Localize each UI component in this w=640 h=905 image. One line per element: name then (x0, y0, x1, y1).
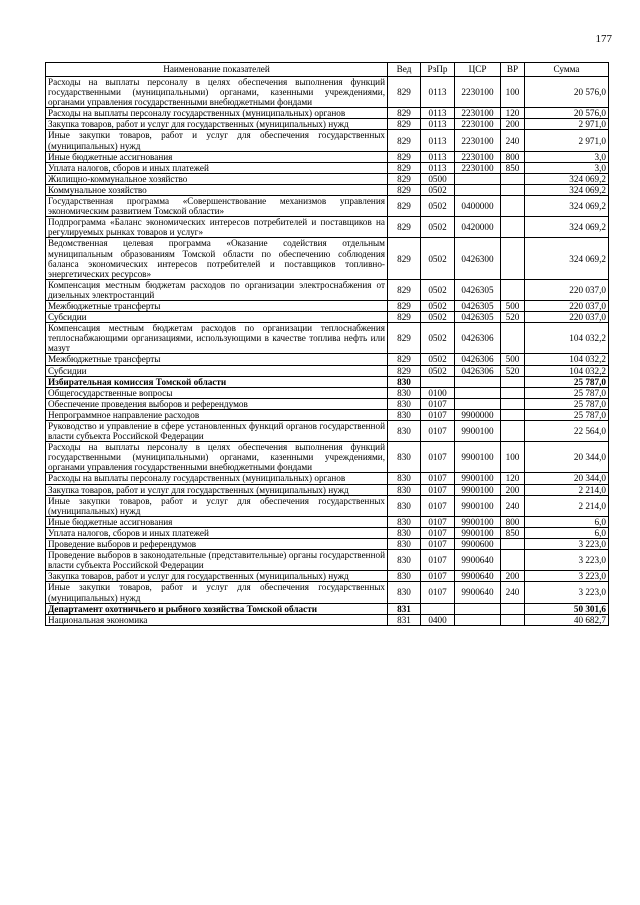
cell-rzpr: 0107 (421, 550, 455, 571)
header-rzpr: РзПр (421, 63, 455, 77)
cell-sum: 104 032,2 (525, 323, 609, 354)
cell-ved: 829 (388, 279, 421, 300)
cell-sum: 25 787,0 (525, 398, 609, 409)
cell-ved: 831 (388, 603, 421, 614)
table-row (46, 495, 609, 516)
table-row (46, 484, 609, 495)
cell-ved: 829 (388, 119, 421, 130)
cell-name: Иные закупки товаров, работ и услуг для обеспечения государственных (муниципальных) нужд (46, 495, 388, 516)
cell-name: Проведение выборов в законодательные (представительные) органы государственной власти субъекта Российской Федерации (46, 550, 388, 571)
cell-name: Проведение выборов и референдумов (46, 539, 388, 550)
cell-sum: 2 214,0 (525, 495, 609, 516)
cell-rzpr: 0502 (421, 184, 455, 195)
cell-vr: 800 (501, 516, 525, 527)
cell-name: Непрограммное направление расходов (46, 409, 388, 420)
cell-rzpr: 0502 (421, 365, 455, 376)
cell-sum: 220 037,0 (525, 300, 609, 311)
cell-rzpr: 0113 (421, 162, 455, 173)
cell-csr: 2230100 (455, 151, 501, 162)
cell-sum: 2 971,0 (525, 119, 609, 130)
cell-ved: 829 (388, 162, 421, 173)
cell-csr: 0426306 (455, 323, 501, 354)
table-row (46, 196, 609, 217)
table-row (46, 365, 609, 376)
cell-csr: 0426300 (455, 238, 501, 279)
cell-vr (501, 323, 525, 354)
cell-vr: 100 (501, 442, 525, 473)
cell-vr: 200 (501, 571, 525, 582)
cell-ved: 830 (388, 495, 421, 516)
cell-sum: 324 069,2 (525, 184, 609, 195)
cell-rzpr: 0107 (421, 539, 455, 550)
table-row (46, 550, 609, 571)
cell-vr (501, 279, 525, 300)
cell-csr (455, 173, 501, 184)
cell-vr: 520 (501, 365, 525, 376)
cell-name: Расходы на выплаты персоналу в целях обеспечения выполнения функций государственными (муниципальными) органами, казенными учреждениями, органами управления государственными внебюджетными фондами (46, 77, 388, 108)
cell-name: Закупка товаров, работ и услуг для государственных (муниципальных) нужд (46, 571, 388, 582)
cell-rzpr: 0502 (421, 196, 455, 217)
cell-vr (501, 539, 525, 550)
cell-name: Закупка товаров, работ и услуг для государственных (муниципальных) нужд (46, 119, 388, 130)
cell-sum: 20 576,0 (525, 108, 609, 119)
table-row (46, 582, 609, 603)
cell-name: Субсидии (46, 365, 388, 376)
cell-sum: 324 069,2 (525, 196, 609, 217)
cell-csr (455, 603, 501, 614)
table-row (46, 376, 609, 387)
cell-csr: 2230100 (455, 130, 501, 151)
cell-sum: 220 037,0 (525, 279, 609, 300)
cell-ved: 829 (388, 312, 421, 323)
table-row (46, 184, 609, 195)
cell-ved: 830 (388, 539, 421, 550)
cell-name: Расходы на выплаты персоналу государственных (муниципальных) органов (46, 108, 388, 119)
cell-ved: 829 (388, 151, 421, 162)
cell-sum: 25 787,0 (525, 387, 609, 398)
cell-name: Государственная программа «Совершенствование механизмов управления экономическим развитием Томской области» (46, 196, 388, 217)
cell-rzpr: 0113 (421, 151, 455, 162)
cell-name: Иные бюджетные ассигнования (46, 151, 388, 162)
cell-rzpr: 0107 (421, 409, 455, 420)
cell-name: Коммунальное хозяйство (46, 184, 388, 195)
cell-name: Подпрограмма «Баланс экономических интересов потребителей и поставщиков на регулируемых рынках товаров и услуг» (46, 217, 388, 238)
cell-rzpr: 0400 (421, 614, 455, 625)
cell-vr (501, 376, 525, 387)
cell-csr (455, 184, 501, 195)
cell-csr: 0426305 (455, 312, 501, 323)
cell-name: Департамент охотничьего и рыбного хозяйства Томской области (46, 603, 388, 614)
table-header-row (46, 63, 609, 77)
cell-ved: 830 (388, 484, 421, 495)
cell-csr: 9900100 (455, 484, 501, 495)
cell-ved: 830 (388, 582, 421, 603)
cell-csr: 9900100 (455, 442, 501, 473)
table-row (46, 516, 609, 527)
cell-csr (455, 376, 501, 387)
cell-rzpr (421, 603, 455, 614)
cell-vr: 500 (501, 354, 525, 365)
cell-sum: 22 564,0 (525, 421, 609, 442)
cell-name: Обеспечение проведения выборов и референдумов (46, 398, 388, 409)
cell-name: Компенсация местным бюджетам расходов по организации электроснабжения от дизельных электростанций (46, 279, 388, 300)
cell-ved: 829 (388, 130, 421, 151)
cell-csr: 9900100 (455, 527, 501, 538)
cell-name: Межбюджетные трансферты (46, 300, 388, 311)
table-row (46, 539, 609, 550)
table-row (46, 130, 609, 151)
cell-rzpr: 0113 (421, 119, 455, 130)
cell-sum: 25 787,0 (525, 376, 609, 387)
cell-vr: 240 (501, 495, 525, 516)
cell-sum: 3 223,0 (525, 550, 609, 571)
cell-ved: 830 (388, 421, 421, 442)
cell-vr (501, 196, 525, 217)
cell-csr: 9900100 (455, 473, 501, 484)
cell-rzpr: 0113 (421, 130, 455, 151)
cell-sum: 20 344,0 (525, 473, 609, 484)
cell-rzpr: 0502 (421, 238, 455, 279)
cell-vr (501, 550, 525, 571)
cell-rzpr: 0107 (421, 527, 455, 538)
cell-vr: 240 (501, 582, 525, 603)
cell-vr: 850 (501, 527, 525, 538)
cell-sum: 20 344,0 (525, 442, 609, 473)
cell-sum: 3 223,0 (525, 571, 609, 582)
cell-rzpr: 0500 (421, 173, 455, 184)
cell-name: Иные бюджетные ассигнования (46, 516, 388, 527)
cell-vr (501, 217, 525, 238)
cell-vr (501, 614, 525, 625)
table-row (46, 323, 609, 354)
cell-csr: 9900000 (455, 409, 501, 420)
cell-csr: 9900640 (455, 550, 501, 571)
cell-vr (501, 409, 525, 420)
table-row (46, 421, 609, 442)
cell-name: Общегосударственные вопросы (46, 387, 388, 398)
table-row (46, 527, 609, 538)
table-row (46, 354, 609, 365)
cell-csr: 9900100 (455, 495, 501, 516)
cell-vr: 120 (501, 108, 525, 119)
cell-csr: 0400000 (455, 196, 501, 217)
cell-name: Межбюджетные трансферты (46, 354, 388, 365)
cell-ved: 829 (388, 196, 421, 217)
cell-vr: 120 (501, 473, 525, 484)
table-row (46, 473, 609, 484)
cell-rzpr: 0107 (421, 421, 455, 442)
cell-name: Компенсация местным бюджетам расходов по организации теплоснабжения теплоснабжающими организациями, использующими в качестве топлива нефть или мазут (46, 323, 388, 354)
cell-csr: 2230100 (455, 119, 501, 130)
table-row (46, 398, 609, 409)
cell-csr: 2230100 (455, 77, 501, 108)
cell-rzpr: 0107 (421, 516, 455, 527)
cell-ved: 830 (388, 473, 421, 484)
cell-csr: 0426306 (455, 354, 501, 365)
table-row (46, 108, 609, 119)
cell-rzpr: 0107 (421, 473, 455, 484)
cell-rzpr: 0113 (421, 77, 455, 108)
cell-ved: 829 (388, 300, 421, 311)
cell-vr: 520 (501, 312, 525, 323)
header-sum: Сумма (525, 63, 609, 77)
table-row (46, 238, 609, 279)
cell-ved: 829 (388, 323, 421, 354)
cell-vr (501, 421, 525, 442)
cell-sum: 2 214,0 (525, 484, 609, 495)
cell-name: Расходы на выплаты персоналу государственных (муниципальных) органов (46, 473, 388, 484)
cell-sum: 3 223,0 (525, 539, 609, 550)
cell-sum: 2 971,0 (525, 130, 609, 151)
cell-csr: 9900640 (455, 582, 501, 603)
cell-csr: 9900100 (455, 421, 501, 442)
cell-rzpr: 0502 (421, 312, 455, 323)
cell-ved: 830 (388, 376, 421, 387)
cell-name: Субсидии (46, 312, 388, 323)
cell-vr: 500 (501, 300, 525, 311)
cell-name: Расходы на выплаты персоналу в целях обеспечения выполнения функций государственными (муниципальными) органами, казенными учреждениями, органами управления государственными внебюджетными фондами (46, 442, 388, 473)
cell-ved: 829 (388, 365, 421, 376)
cell-vr: 200 (501, 119, 525, 130)
cell-sum: 3 223,0 (525, 582, 609, 603)
cell-name: Закупка товаров, работ и услуг для государственных (муниципальных) нужд (46, 484, 388, 495)
cell-ved: 830 (388, 409, 421, 420)
cell-ved: 829 (388, 184, 421, 195)
cell-rzpr: 0107 (421, 495, 455, 516)
header-name: Наименование показателей (46, 63, 388, 77)
cell-sum: 40 682,7 (525, 614, 609, 625)
cell-sum: 324 069,2 (525, 173, 609, 184)
table-row (46, 300, 609, 311)
cell-ved: 830 (388, 550, 421, 571)
cell-csr (455, 614, 501, 625)
cell-vr (501, 603, 525, 614)
cell-ved: 830 (388, 442, 421, 473)
table-row (46, 603, 609, 614)
cell-csr: 0426306 (455, 365, 501, 376)
cell-name: Уплата налогов, сборов и иных платежей (46, 162, 388, 173)
cell-ved: 829 (388, 217, 421, 238)
table-row (46, 442, 609, 473)
cell-ved: 829 (388, 173, 421, 184)
table-row (46, 217, 609, 238)
cell-vr (501, 387, 525, 398)
cell-ved: 830 (388, 398, 421, 409)
cell-ved: 830 (388, 387, 421, 398)
cell-ved: 829 (388, 77, 421, 108)
cell-csr: 0426305 (455, 279, 501, 300)
cell-csr: 9900640 (455, 571, 501, 582)
cell-csr: 9900600 (455, 539, 501, 550)
cell-rzpr: 0107 (421, 571, 455, 582)
cell-csr: 2230100 (455, 108, 501, 119)
cell-rzpr: 0502 (421, 217, 455, 238)
table-row (46, 173, 609, 184)
cell-ved: 830 (388, 527, 421, 538)
cell-vr: 100 (501, 77, 525, 108)
header-vr: ВР (501, 63, 525, 77)
cell-rzpr: 0107 (421, 398, 455, 409)
cell-name: Иные закупки товаров, работ и услуг для обеспечения государственных (муниципальных) нужд (46, 582, 388, 603)
cell-sum: 25 787,0 (525, 409, 609, 420)
cell-ved: 829 (388, 354, 421, 365)
cell-ved: 831 (388, 614, 421, 625)
cell-rzpr: 0502 (421, 300, 455, 311)
cell-sum: 3,0 (525, 151, 609, 162)
cell-rzpr: 0100 (421, 387, 455, 398)
table-row (46, 151, 609, 162)
cell-vr (501, 173, 525, 184)
cell-vr: 800 (501, 151, 525, 162)
cell-rzpr: 0502 (421, 354, 455, 365)
cell-vr: 240 (501, 130, 525, 151)
cell-sum: 220 037,0 (525, 312, 609, 323)
cell-sum: 6,0 (525, 516, 609, 527)
cell-sum: 324 069,2 (525, 238, 609, 279)
cell-rzpr: 0502 (421, 279, 455, 300)
cell-sum: 6,0 (525, 527, 609, 538)
cell-name: Избирательная комиссия Томской области (46, 376, 388, 387)
cell-name: Руководство и управление в сфере установленных функций органов государственной власти субъекта Российской Федерации (46, 421, 388, 442)
table-row (46, 77, 609, 108)
table-row (46, 279, 609, 300)
cell-name: Иные закупки товаров, работ и услуг для обеспечения государственных (муниципальных) нужд (46, 130, 388, 151)
cell-csr: 9900100 (455, 516, 501, 527)
cell-sum: 50 301,6 (525, 603, 609, 614)
cell-rzpr (421, 376, 455, 387)
cell-name: Жилищно-коммунальное хозяйство (46, 173, 388, 184)
cell-csr: 0426305 (455, 300, 501, 311)
table-row (46, 614, 609, 625)
cell-vr: 850 (501, 162, 525, 173)
cell-vr (501, 184, 525, 195)
budget-table (45, 62, 609, 626)
header-ved: Вед (388, 63, 421, 77)
cell-ved: 829 (388, 238, 421, 279)
cell-rzpr: 0502 (421, 323, 455, 354)
table-row (46, 387, 609, 398)
cell-rzpr: 0107 (421, 582, 455, 603)
table-row (46, 409, 609, 420)
cell-ved: 829 (388, 108, 421, 119)
cell-csr (455, 398, 501, 409)
cell-rzpr: 0107 (421, 484, 455, 495)
cell-name: Национальная экономика (46, 614, 388, 625)
cell-ved: 830 (388, 516, 421, 527)
cell-csr: 0420000 (455, 217, 501, 238)
header-csr: ЦСР (455, 63, 501, 77)
cell-vr: 200 (501, 484, 525, 495)
table-body (46, 77, 609, 626)
table-row (46, 312, 609, 323)
cell-sum: 104 032,2 (525, 354, 609, 365)
table-row (46, 162, 609, 173)
cell-rzpr: 0113 (421, 108, 455, 119)
cell-sum: 104 032,2 (525, 365, 609, 376)
cell-name: Ведомственная целевая программа «Оказание содействия отдельным муниципальным образованиям Томской области по обеспечению соблюдения баланса экономических интересов потребителей и поставщиков топливно-энергетических ресурсов» (46, 238, 388, 279)
table-row (46, 571, 609, 582)
cell-csr: 2230100 (455, 162, 501, 173)
cell-vr (501, 238, 525, 279)
cell-rzpr: 0107 (421, 442, 455, 473)
cell-sum: 324 069,2 (525, 217, 609, 238)
table-row (46, 119, 609, 130)
cell-name: Уплата налогов, сборов и иных платежей (46, 527, 388, 538)
cell-ved: 830 (388, 571, 421, 582)
cell-sum: 3,0 (525, 162, 609, 173)
page-number: 177 (595, 33, 612, 45)
cell-vr (501, 398, 525, 409)
cell-csr (455, 387, 501, 398)
cell-sum: 20 576,0 (525, 77, 609, 108)
